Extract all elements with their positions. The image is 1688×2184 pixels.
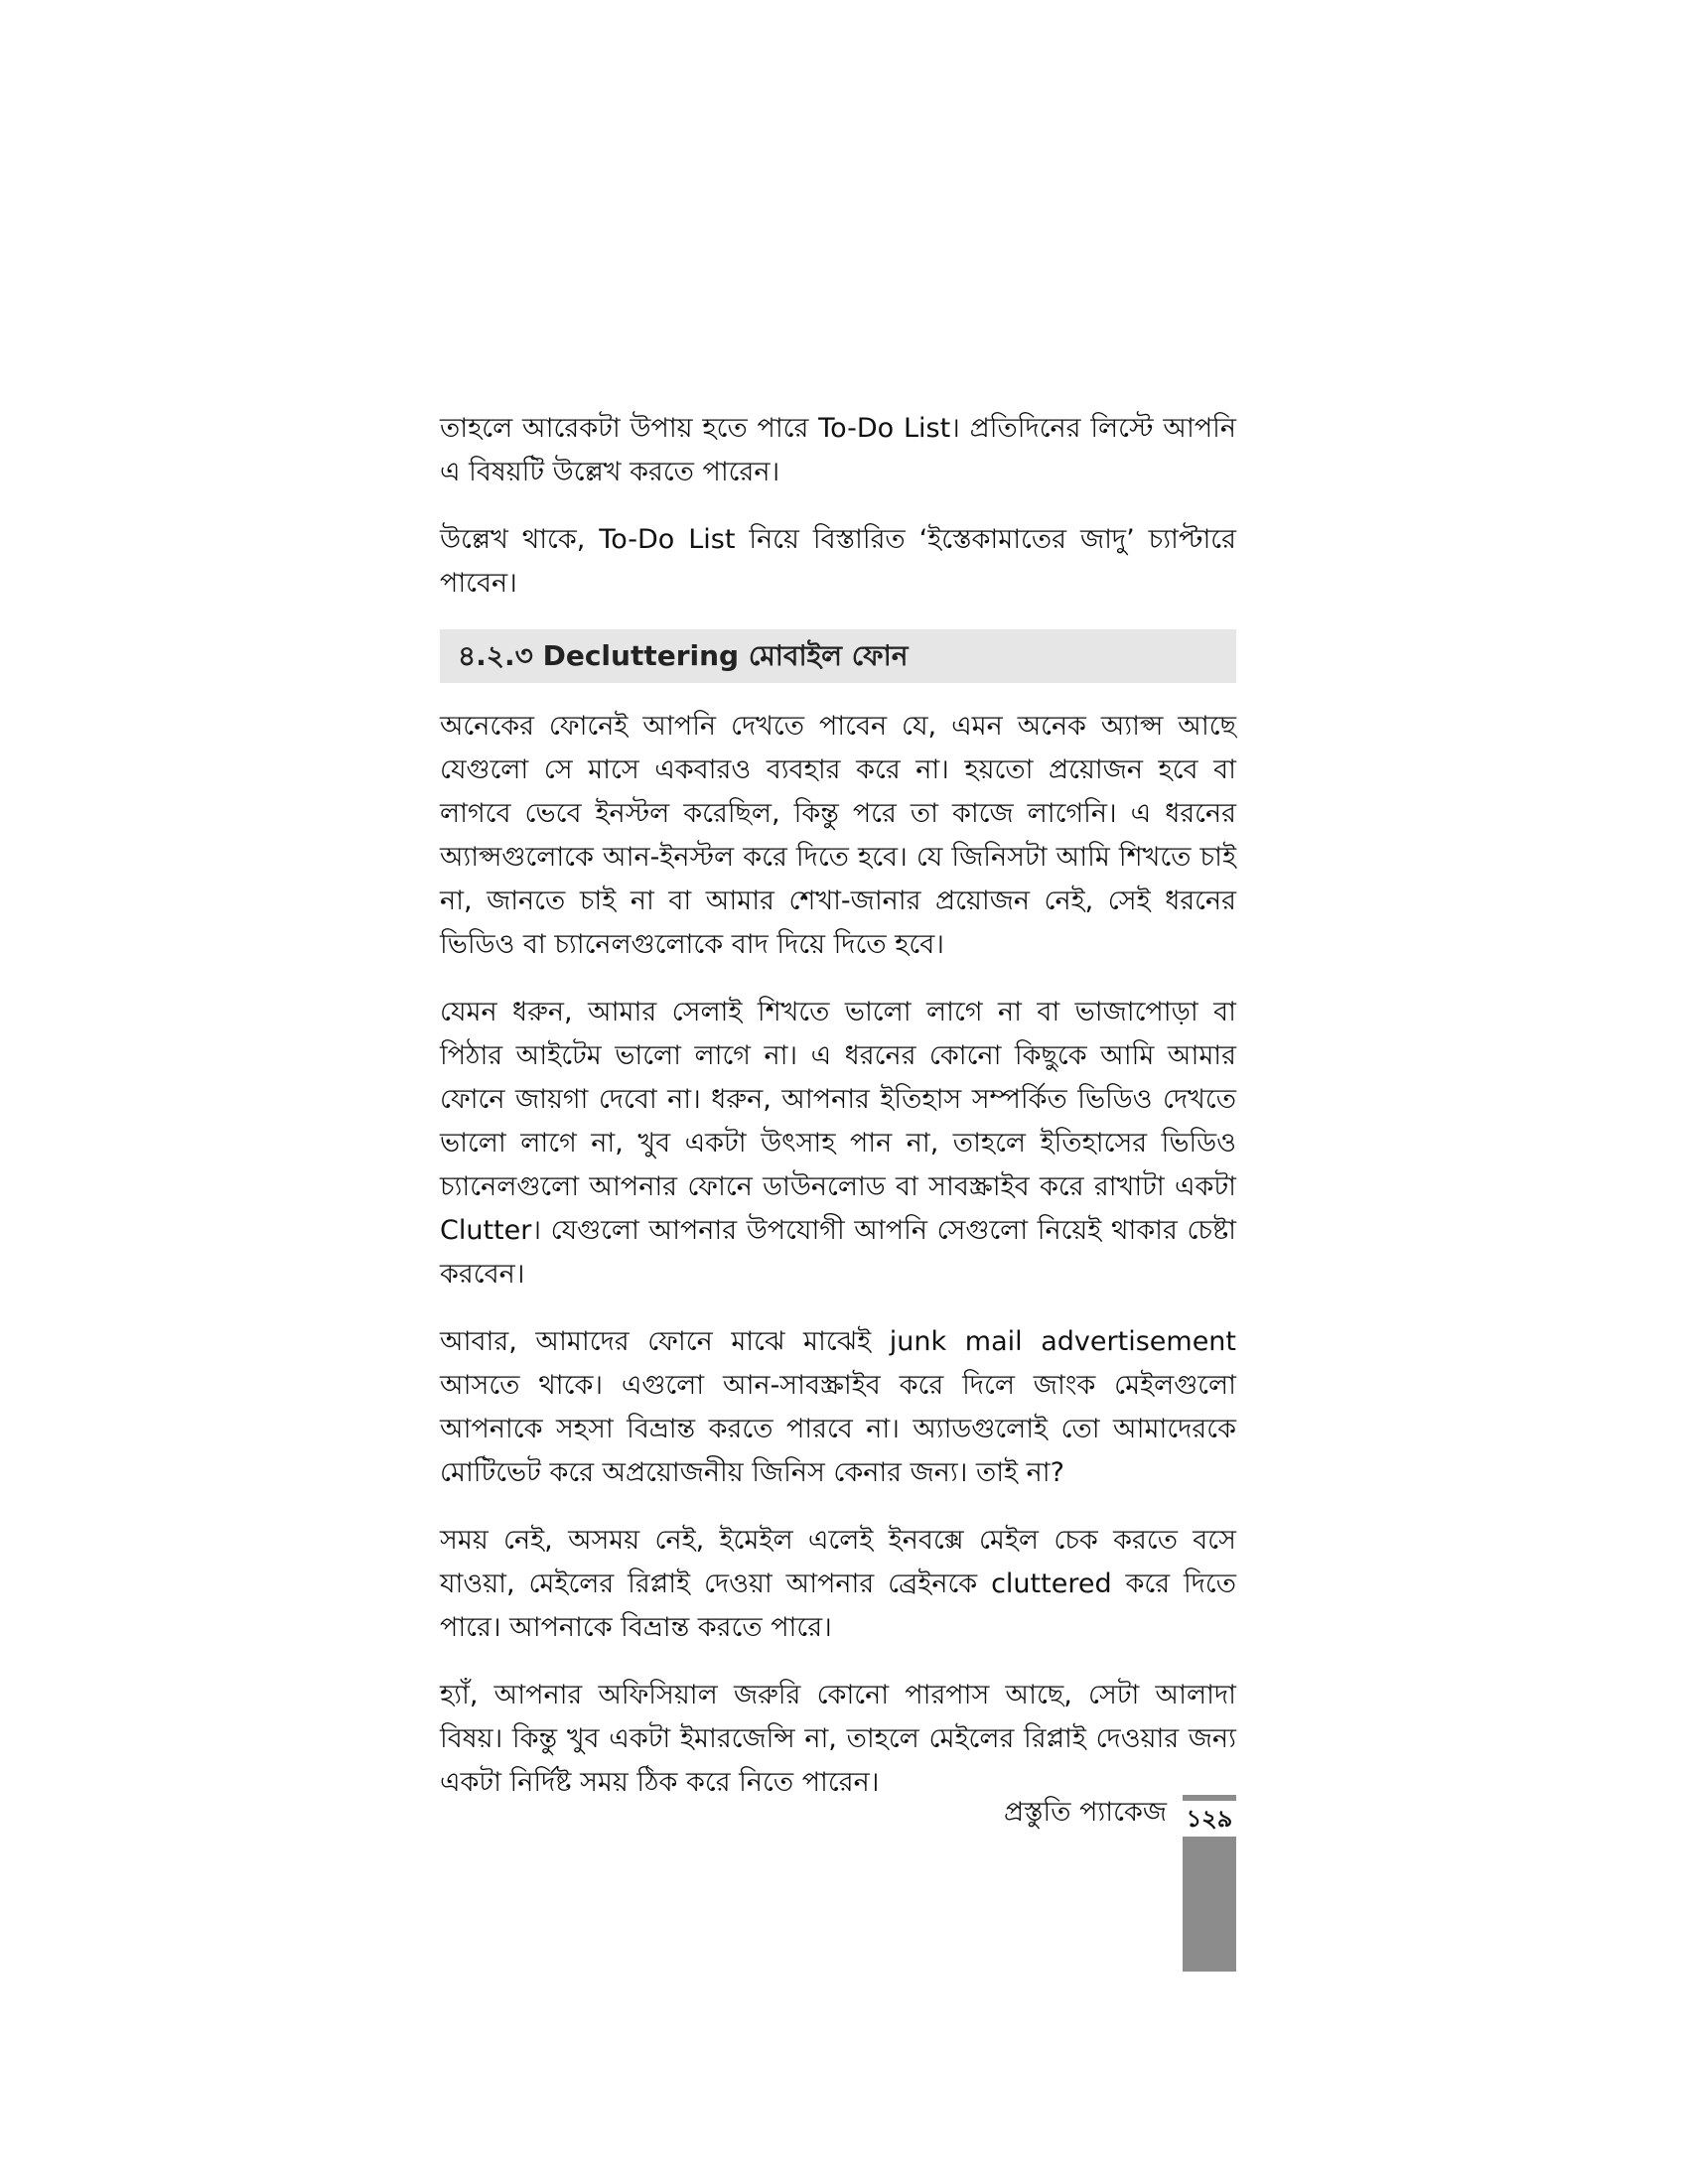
section-heading: ৪.২.৩ Decluttering মোবাইল ফোন bbox=[440, 629, 1236, 683]
body-paragraph: আবার, আমাদের ফোনে মাঝে মাঝেই junk mail advertisement আসতে থাকে। এগুলো আন-সাবস্ক্রাইব করে দিলে জাংক মেইলগুলো আপনাকে সহসা বিভ্রান্ত করতে পারবে না। অ্যাডগুলোই তো আমাদেরকে মোটিভেট করে অপ্রয়োজনীয় জিনিস কেনার জন্য। তাই না? bbox=[440, 1326, 1236, 1488]
body-paragraph: তাহলে আরেকটা উপায় হতে পারে To-Do List। প্রতিদিনের লিস্টে আপনি এ বিষয়টি উল্লেখ করতে পারেন। bbox=[440, 413, 1236, 487]
page-body bbox=[440, 407, 1236, 1829]
running-title: প্রস্তুতি প্যাকেজ bbox=[1003, 1797, 1167, 1828]
page-tab bbox=[1183, 1795, 1236, 1972]
page-number: ১২৯ bbox=[1183, 1801, 1236, 1837]
tab-bar bbox=[1183, 1837, 1236, 1972]
body-paragraph: উল্লেখ থাকে, To-Do List নিয়ে বিস্তারিত ‘ইস্তেকামাতের জাদু’ চ্যাপ্টারে পাবেন। bbox=[440, 524, 1236, 599]
body-paragraph: হ্যাঁ, আপনার অফিসিয়াল জরুরি কোনো পারপাস আছে, সেটা আলাদা বিষয়। কিন্তু খুব একটা ইমারজেন্সি না, তাহলে মেইলের রিপ্লাই দেওয়ার জন্য একটা নির্দিষ্ট সময় ঠিক করে নিতে পারেন। bbox=[440, 1680, 1236, 1798]
body-paragraph: অনেকের ফোনেই আপনি দেখতে পাবেন যে, এমন অনেক অ্যাপ্স আছে যেগুলো সে মাসে একবারও ব্যবহার করে না। হয়তো প্রয়োজন হবে বা লাগবে ভেবে ইনস্টল করেছিল, কিন্তু পরে তা কাজে লাগেনি। এ ধরনের অ্যাপ্সগুলোকে আন-ইনস্টল করে দিতে হবে। যে জিনিসটা আমি শিখতে চাই না, জানতে চাই না বা আমার শেখা-জানার প্রয়োজন নেই, সেই ধরনের ভিডিও বা চ্যানেলগুলোকে বাদ দিয়ে দিতে হবে। bbox=[440, 711, 1236, 960]
body-paragraph: যেমন ধরুন, আমার সেলাই শিখতে ভালো লাগে না বা ভাজাপোড়া বা পিঠার আইটেম ভালো লাগে না। এ ধরনের কোনো কিছুকে আমি আমার ফোনে জায়গা দেবো না। ধরুন, আপনার ইতিহাস সম্পর্কিত ভিডিও দেখতে ভালো লাগে না, খুব একটা উৎসাহ পান না, তাহলে ইতিহাসের ভিডিও চ্যানেলগুলো আপনার ফোনে ডাউনলোড বা সাবস্ক্রাইব করে রাখাটা একটা Clutter। যেগুলো আপনার উপযোগী আপনি সেগুলো নিয়েই থাকার চেষ্টা করবেন। bbox=[440, 997, 1236, 1290]
body-paragraph: সময় নেই, অসময় নেই, ইমেইল এলেই ইনবক্সে মেইল চেক করতে বসে যাওয়া, মেইলের রিপ্লাই দেওয়া আপনার ব্রেইনকে cluttered করে দিতে পারে। আপনাকে বিভ্রান্ত করতে পারে। bbox=[440, 1525, 1236, 1643]
page-footer bbox=[1004, 1795, 1236, 1972]
